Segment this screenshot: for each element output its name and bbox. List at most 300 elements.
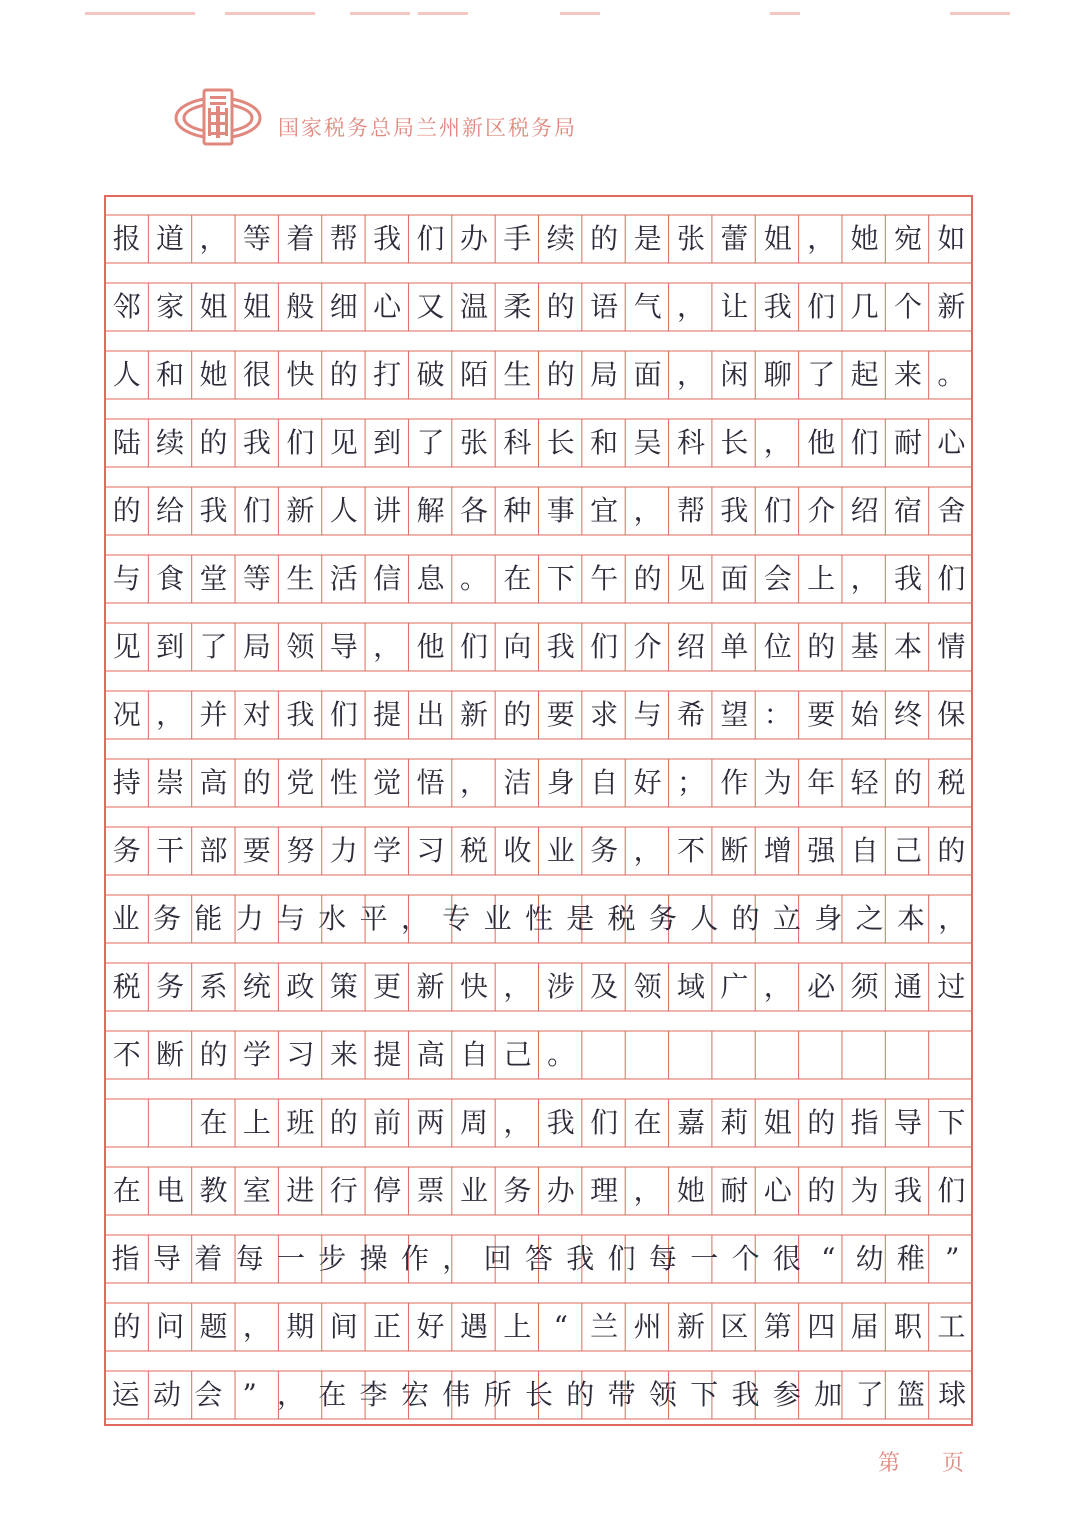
grid-cell: 向	[503, 630, 532, 663]
grid-cell: 们	[807, 290, 836, 323]
grid-cell: 始	[850, 698, 879, 731]
grid-cell: 上	[242, 1106, 271, 1139]
grid-cell: 了	[199, 630, 228, 663]
grid-cell: 局	[590, 358, 619, 391]
grid-cell: 加	[814, 1378, 843, 1411]
grid-cell: 温	[459, 290, 488, 323]
manuscript-line	[104, 331, 973, 399]
grid-cell: 性	[329, 766, 358, 799]
grid-cell: 我	[242, 426, 271, 459]
grid-cell: 闲	[720, 358, 749, 391]
grid-cell: 在	[199, 1106, 228, 1139]
grid-cell: 自	[850, 834, 879, 867]
grid-cell: 通	[894, 970, 923, 1003]
grid-cell: 与	[276, 902, 305, 935]
grid-cell: ，	[850, 562, 879, 595]
grid-cell: 情	[937, 630, 966, 663]
grid-cell: 策	[329, 970, 358, 1003]
grid-cell: ，	[503, 1106, 532, 1139]
grid-cell: 莉	[720, 1106, 749, 1139]
grid-cell	[105, 1099, 148, 1147]
grid-cell: 破	[416, 358, 445, 391]
manuscript-line	[104, 603, 973, 671]
grid-cell: 务	[648, 902, 677, 935]
grid-cell: 业	[111, 902, 140, 935]
manuscript-line	[104, 1079, 973, 1147]
grid-cell: 柔	[503, 290, 532, 323]
grid-cell: 保	[937, 698, 966, 731]
grid-cell: 领	[286, 630, 315, 663]
grid-cell: 他	[416, 630, 445, 663]
page-label-first: 第	[878, 1451, 901, 1476]
grid-cell: 提	[373, 698, 402, 731]
grid-cell: 人	[329, 494, 358, 527]
grid-cell: 给	[156, 494, 185, 527]
grid-cell: 的	[937, 834, 966, 867]
grid-cell: 兰	[590, 1310, 619, 1343]
grid-cell: 导	[152, 1242, 181, 1275]
grid-cell: ，	[199, 222, 228, 255]
grid-cell: ，	[676, 358, 705, 391]
grid-cell: 见	[676, 562, 705, 595]
grid-cell: 们	[242, 494, 271, 527]
manuscript-line	[104, 195, 973, 263]
grid-cell: ，	[676, 290, 705, 323]
grid-cell: 们	[937, 1174, 966, 1207]
grid-cell: 系	[199, 970, 228, 1003]
grid-cell: 与	[112, 562, 141, 595]
grid-cell: 息	[416, 562, 445, 595]
grid-cell: 学	[373, 834, 402, 867]
grid-cell: 洁	[503, 766, 532, 799]
grid-cell: 语	[590, 290, 619, 323]
grid-cell: 务	[503, 1174, 532, 1207]
grid-cell: 着	[286, 222, 315, 255]
grid-cell: 姐	[763, 222, 792, 255]
grid-cell: 立	[772, 902, 801, 935]
grid-cell: 断	[156, 1038, 185, 1071]
grid-cell: 般	[286, 290, 315, 323]
grid-cell: ，	[242, 1310, 271, 1343]
grid-cell: 几	[850, 290, 879, 323]
grid-cell: 性	[524, 902, 553, 935]
grid-cell: 们	[937, 562, 966, 595]
grid-cell: 出	[416, 698, 445, 731]
grid-cell: 新	[676, 1310, 705, 1343]
grid-cell: 介	[807, 494, 836, 527]
grid-cell: 的	[242, 766, 271, 799]
grid-cell: 我	[546, 630, 575, 663]
grid-cell: 们	[607, 1242, 636, 1275]
manuscript-line	[104, 807, 973, 875]
grid-cell: 在	[633, 1106, 662, 1139]
grid-cell: 人	[112, 358, 141, 391]
grid-cell: 长	[524, 1378, 553, 1411]
grid-cell: 况	[112, 698, 141, 731]
grid-cell: 嘉	[676, 1106, 705, 1139]
grid-cell: 耐	[894, 426, 923, 459]
manuscript-grid	[104, 195, 973, 1426]
grid-cell: 新	[937, 290, 966, 323]
grid-cell: 邻	[112, 290, 141, 323]
grid-cell: 之	[855, 902, 884, 935]
grid-cell: 统	[242, 970, 271, 1003]
grid-cell: 的	[503, 698, 532, 731]
grid-cell: 的	[731, 902, 760, 935]
grid-cell: 务	[152, 902, 181, 935]
grid-cell: ，	[276, 1378, 305, 1411]
grid-cell: 们	[590, 630, 619, 663]
manuscript-line	[104, 399, 973, 467]
grid-cell: 务	[112, 834, 141, 867]
grid-cell: 介	[633, 630, 662, 663]
grid-cell: 力	[235, 902, 264, 935]
grid-cell: 理	[590, 1174, 619, 1207]
grid-cell: ，	[938, 902, 967, 935]
grid-cell: 宿	[894, 494, 923, 527]
grid-cell: 的	[807, 630, 836, 663]
manuscript-line	[104, 263, 973, 331]
grid-cell: 伟	[442, 1378, 471, 1411]
grid-cell: 题	[199, 1310, 228, 1343]
grid-cell: 每	[235, 1242, 264, 1275]
grid-cell: 基	[850, 630, 879, 663]
grid-cell: 期	[286, 1310, 315, 1343]
grid-cell: 与	[633, 698, 662, 731]
grid-cell: ，	[763, 426, 792, 459]
grid-cell: 个	[894, 290, 923, 323]
grid-cell: 种	[503, 494, 532, 527]
grid-cell: 稚	[896, 1242, 925, 1275]
grid-cell: 又	[416, 290, 445, 323]
grid-cell: 们	[286, 426, 315, 459]
grid-cell: 断	[720, 834, 749, 867]
grid-cell: 我	[199, 494, 228, 527]
grid-cell: 我	[894, 1174, 923, 1207]
grid-cell: 操	[359, 1242, 388, 1275]
grid-cell: 更	[373, 970, 402, 1003]
grid-cell: 年	[807, 766, 836, 799]
grid-cell: 他	[807, 426, 836, 459]
grid-cell: 她	[850, 222, 879, 255]
grid-cell: 导	[894, 1106, 923, 1139]
grid-cell: 食	[156, 562, 185, 595]
grid-cell: 张	[676, 222, 705, 255]
grid-cell: 州	[633, 1310, 662, 1343]
grid-cell: “	[553, 1310, 568, 1343]
grid-cell: 事	[546, 494, 575, 527]
grid-cell: 电	[156, 1174, 185, 1207]
grid-cell: 活	[329, 562, 358, 595]
grid-cell: 球	[938, 1378, 967, 1411]
grid-cell: 域	[676, 970, 705, 1003]
letterhead	[170, 88, 690, 148]
grid-cell	[148, 1099, 191, 1147]
grid-cell: 和	[590, 426, 619, 459]
grid-cell: 气	[633, 290, 662, 323]
grid-cell: 们	[459, 630, 488, 663]
grid-cell: 好	[633, 766, 662, 799]
grid-cell: 在	[318, 1378, 347, 1411]
grid-cell: 崇	[156, 766, 185, 799]
grid-cell: 上	[503, 1310, 532, 1343]
grid-cell: 高	[199, 766, 228, 799]
grid-cell: 问	[156, 1310, 185, 1343]
grid-cell: 面	[720, 562, 749, 595]
grid-cell: 平	[359, 902, 388, 935]
grid-cell: 水	[318, 902, 347, 935]
grid-cell: 解	[416, 494, 445, 527]
manuscript-line	[104, 1215, 973, 1283]
manuscript-line	[104, 739, 973, 807]
grid-cell: 宏	[400, 1378, 429, 1411]
grid-cell: ，	[633, 834, 662, 867]
grid-cell: 宛	[894, 222, 923, 255]
grid-cell: 自	[460, 1038, 489, 1071]
grid-cell: 我	[720, 494, 749, 527]
grid-cell: 个	[731, 1242, 760, 1275]
grid-cell: 的	[112, 1310, 141, 1343]
grid-cell: 涉	[546, 970, 575, 1003]
grid-cell: 行	[329, 1174, 358, 1207]
grid-cell: 打	[373, 358, 402, 391]
grid-cell: 上	[807, 562, 836, 595]
grid-cell: 们	[763, 494, 792, 527]
grid-cell: 等	[242, 562, 271, 595]
grid-cell: 务	[590, 834, 619, 867]
grid-cell: “	[821, 1242, 836, 1275]
grid-cell: 及	[590, 970, 619, 1003]
grid-cell: 指	[111, 1242, 140, 1275]
grid-cell: 终	[894, 698, 923, 731]
grid-cell: 快	[459, 970, 488, 1003]
grid-cell: 起	[850, 358, 879, 391]
grid-cell: 了	[807, 358, 836, 391]
grid-cell: 指	[850, 1106, 879, 1139]
grid-cell: 的	[633, 562, 662, 595]
grid-cell: 好	[416, 1310, 445, 1343]
grid-cell: 运	[111, 1378, 140, 1411]
grid-cell: 须	[850, 970, 879, 1003]
grid-cell: 办	[459, 222, 488, 255]
grid-cell: 强	[807, 834, 836, 867]
grid-cell: 新	[416, 970, 445, 1003]
grid-cell: 望	[720, 698, 749, 731]
manuscript-line	[104, 943, 973, 1011]
grid-cell: 并	[199, 698, 228, 731]
grid-cell: 动	[152, 1378, 181, 1411]
grid-cell: ，	[156, 698, 185, 731]
grid-cell: 到	[156, 630, 185, 663]
grid-cell: 持	[112, 766, 141, 799]
grid-cell: 业	[483, 902, 512, 935]
grid-cell: 税	[112, 970, 141, 1003]
grid-cell: 着	[194, 1242, 223, 1275]
grid-cell: 所	[483, 1378, 512, 1411]
grid-cell: 张	[459, 426, 488, 459]
grid-cell: 增	[763, 834, 792, 867]
grid-cell: 我	[894, 562, 923, 595]
grid-cell: 见	[112, 630, 141, 663]
grid-cell: 周	[459, 1106, 488, 1139]
grid-cell: 位	[763, 630, 792, 663]
grid-cell: 作	[400, 1242, 429, 1275]
grid-cell: 科	[676, 426, 705, 459]
grid-cell: 教	[199, 1174, 228, 1207]
grid-cell: 很	[242, 358, 271, 391]
grid-cell: ，	[503, 970, 532, 1003]
grid-cell: 来	[894, 358, 923, 391]
grid-cell: 对	[242, 698, 271, 731]
grid-cell: 宜	[590, 494, 619, 527]
grid-cell: ，	[459, 766, 488, 799]
grid-cell: 一	[690, 1242, 719, 1275]
grid-cell: 悟	[416, 766, 445, 799]
grid-cell: 领	[633, 970, 662, 1003]
grid-cell: 下	[937, 1106, 966, 1139]
grid-cell: 姐	[763, 1106, 792, 1139]
page-footer	[878, 1446, 964, 1477]
manuscript-line	[104, 1011, 973, 1079]
grid-cell: 信	[373, 562, 402, 595]
grid-cell: 届	[850, 1310, 879, 1343]
grid-cell: 长	[720, 426, 749, 459]
tax-bureau-logo-icon	[170, 88, 266, 148]
grid-cell: 的	[807, 1106, 836, 1139]
grid-cell: 单	[720, 630, 749, 663]
grid-cell: 绍	[850, 494, 879, 527]
grid-cell: 帮	[676, 494, 705, 527]
grid-cell: 们	[329, 698, 358, 731]
grid-cell: 我	[286, 698, 315, 731]
grid-cell: 续	[546, 222, 575, 255]
grid-cell: 如	[937, 222, 966, 255]
grid-cell: 们	[850, 426, 879, 459]
grid-cell: 道	[156, 222, 185, 255]
grid-cell: 心	[937, 426, 966, 459]
grid-cell: 心	[373, 290, 402, 323]
grid-cell: 专	[442, 902, 471, 935]
grid-cell: 姐	[199, 290, 228, 323]
top-edge-marks	[0, 0, 1080, 20]
grid-cell: 区	[720, 1310, 749, 1343]
grid-cell: 能	[194, 902, 223, 935]
grid-cell: 新	[459, 698, 488, 731]
grid-cell: 来	[329, 1038, 358, 1071]
grid-cell: 自	[590, 766, 619, 799]
grid-cell: 我	[373, 222, 402, 255]
grid-cell: 是	[633, 222, 662, 255]
grid-cell: 了	[855, 1378, 884, 1411]
grid-cell: 陌	[459, 358, 488, 391]
grid-cell: 力	[329, 834, 358, 867]
grid-cell: 要	[546, 698, 575, 731]
grid-cell: 陆	[112, 426, 141, 459]
grid-cell: 前	[373, 1106, 402, 1139]
grid-cell: 我	[731, 1378, 760, 1411]
grid-cell: 作	[720, 766, 749, 799]
grid-cell: 帮	[329, 222, 358, 255]
grid-cell: 务	[156, 970, 185, 1003]
grid-cell: 们	[590, 1106, 619, 1139]
grid-cell: 了	[416, 426, 445, 459]
grid-cell: 在	[112, 1174, 141, 1207]
manuscript-line	[104, 1351, 973, 1419]
grid-cell: 部	[199, 834, 228, 867]
grid-cell: 觉	[373, 766, 402, 799]
grid-cell: 学	[243, 1038, 272, 1071]
grid-cell: 李	[359, 1378, 388, 1411]
grid-cell: 导	[329, 630, 358, 663]
grid-cell: 税	[459, 834, 488, 867]
grid-cell: 快	[286, 358, 315, 391]
grid-cell: 每	[648, 1242, 677, 1275]
manuscript-text	[104, 195, 973, 1426]
grid-cell: 我	[566, 1242, 595, 1275]
manuscript-line	[104, 671, 973, 739]
grid-cell: 耐	[720, 1174, 749, 1207]
grid-cell: 我	[763, 290, 792, 323]
grid-cell: 轻	[850, 766, 879, 799]
grid-cell: 的	[329, 1106, 358, 1139]
grid-cell: 职	[894, 1310, 923, 1343]
grid-cell: 遇	[459, 1310, 488, 1343]
grid-cell: 答	[524, 1242, 553, 1275]
grid-cell: 提	[373, 1038, 402, 1071]
grid-cell: ”	[242, 1378, 257, 1411]
grid-cell: 蕾	[720, 222, 749, 255]
grid-cell: 步	[318, 1242, 347, 1275]
grid-cell: 本	[894, 630, 923, 663]
manuscript-line	[104, 535, 973, 603]
grid-cell: 心	[763, 1174, 792, 1207]
grid-cell: 很	[772, 1242, 801, 1275]
manuscript-line	[104, 1283, 973, 1351]
grid-cell: 广	[720, 970, 749, 1003]
manuscript-line	[104, 467, 973, 535]
grid-cell: 讲	[373, 494, 402, 527]
grid-cell: 午	[590, 562, 619, 595]
grid-cell: 。	[547, 1038, 576, 1071]
grid-cell: 篮	[896, 1378, 925, 1411]
grid-cell: 幼	[855, 1242, 884, 1275]
grid-cell: 第	[763, 1310, 792, 1343]
grid-cell: 不	[112, 1038, 141, 1071]
grid-cell: 是	[566, 902, 595, 935]
grid-cell: 税	[937, 766, 966, 799]
grid-cell: 局	[242, 630, 271, 663]
grid-cell: 长	[546, 426, 575, 459]
grid-cell: 的	[199, 1038, 228, 1071]
grid-cell: 身	[546, 766, 575, 799]
grid-cell: 生	[503, 358, 532, 391]
grid-cell: 的	[894, 766, 923, 799]
grid-cell: 科	[503, 426, 532, 459]
grid-cell: 的	[590, 222, 619, 255]
grid-cell: ，	[400, 902, 429, 935]
grid-cell: 过	[937, 970, 966, 1003]
grid-cell: 到	[373, 426, 402, 459]
grid-cell: 让	[720, 290, 749, 323]
grid-cell: 绍	[676, 630, 705, 663]
grid-cell: ，	[633, 1174, 662, 1207]
grid-cell: ，	[373, 630, 402, 663]
grid-cell: 班	[286, 1106, 315, 1139]
grid-cell: 续	[156, 426, 185, 459]
grid-cell: 我	[546, 1106, 575, 1139]
grid-cell: 进	[286, 1174, 315, 1207]
grid-cell: 两	[416, 1106, 445, 1139]
